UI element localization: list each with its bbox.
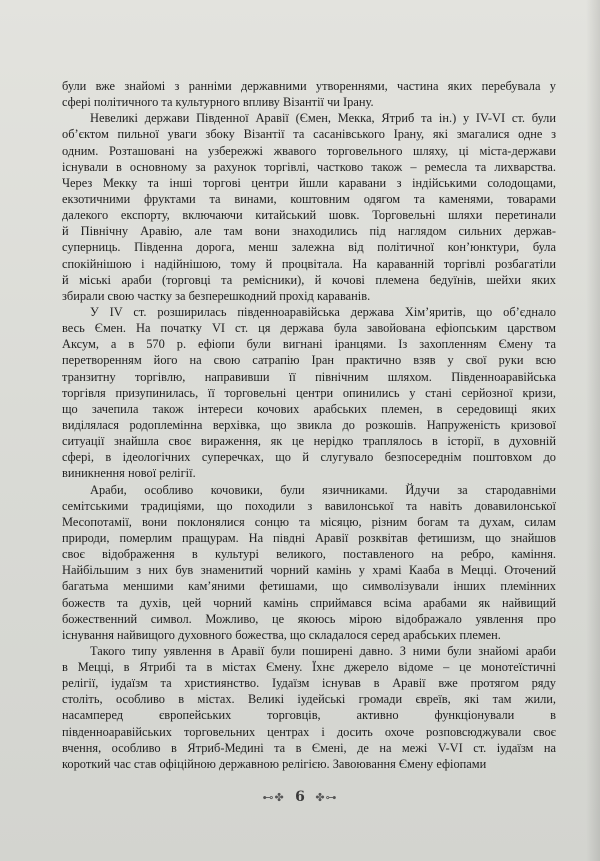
text-line: торгівля призупинилась, її торговельні центри опинились у стані серйозної кризи, (62, 385, 556, 400)
text-line: Такого типу уявлення в Аравії були поширені давно. З ними були знайомі араби (90, 643, 556, 658)
text-line: екзотичними фруктами та винами, коштовним одягом та каменями, товарами (62, 191, 556, 206)
text-line: одним. Розташовані на узбережжі жвавого торговельного шляху, ці міста-держави (62, 143, 556, 158)
text-line: своє відображення в культурі великого, поставленого на ребро, каміння. (62, 547, 556, 562)
text-line: релігії, іудаїзм та християнство. Іудаїзм існував в Аравії вже протягом ряду (62, 676, 556, 691)
text-line: далекого експорту, включаючи китайський шовк. Торговельні шляхи перетинали (62, 208, 556, 223)
text-line: транзитну торгівлю, направивши її північним шляхом. Південноаравійська (62, 369, 556, 384)
text-line: існували в основному за рахунок торгівлі, частково також – ремесла та лихварства. (62, 159, 556, 174)
text-line: Араби, особливо кочовики, були язичниками. Йдучи за стародавніми (90, 482, 556, 497)
text-line: ситуації знайшла своє вираження, як це нерідко траплялось в історії, в духовній (62, 434, 556, 449)
text-line: виділялася родоплемінна верхівка, що звикла до розкошів. Напруженість кризової (62, 417, 556, 432)
paragraph (62, 304, 556, 482)
text-line: й міські араби (торговці та ремісники), й кочові племена бедуїнів, шейхи яких (62, 272, 556, 287)
text-line: суперниць. Південна дорога, менш залежна від політичної кон’юнктури, була (62, 240, 556, 255)
text-line: збирали свою частку за безперешкодний прохід караванів. (62, 288, 371, 303)
text-line: століть, особливо в містах. Великі іудейські громади євреїв, які там жили, (62, 692, 556, 707)
text-line: існування найвищого духовного божества, що складалося серед арабських племен. (62, 627, 501, 642)
paragraph (62, 78, 556, 110)
page-footer (0, 789, 600, 811)
text-line: Месопотамії, вони поклонялися сонцю та місяцю, різним богам та духам, силам (62, 514, 556, 529)
text-line: перетворенням його на свою сатрапію Іран практично взяв у свої руки всю (62, 353, 556, 368)
text-line: божеств та духів, цей чорний камінь сприймався всіма арабами як найвищий (62, 595, 556, 610)
text-line: багатьма меншими кам’яними фетишами, що символізували інших племінних (62, 579, 556, 594)
paragraph (62, 643, 556, 772)
text-line: вчення, особливо в Ятриб-Медині та в Ємені, де на межі V-VI ст. іудаїзм на (62, 740, 556, 755)
text-line: що зачепила також інтереси кочових арабських племен, в середовищі яких (62, 401, 556, 416)
text-line: південноаравійських торговельних центрах і досить охоче розповсюджували своє (62, 724, 556, 739)
paragraph (62, 110, 556, 304)
text-line: й Північну Аравію, але там вони знаходились під наглядом сильних держав- (62, 224, 556, 239)
text-line: в Мецці, в Ятрибі та в містах Ємену. Їхнє джерело відоме – це монотеїстичні (62, 660, 556, 675)
text-line: Невеликі держави Південної Аравії (Ємен, Мекка, Ятриб та ін.) у IV-VI ст. були (90, 111, 556, 126)
text-line: Через Мекку та інші торгові центри йшли каравани з індійськими солодощами, (62, 175, 556, 190)
footer-ornament-right: ✤⊶ (315, 791, 338, 804)
text-line: У IV ст. розширилась південноаравійська держава Хім’яритів, що об’єднало (90, 304, 556, 319)
footer-ornament-left: ⊷✤ (262, 791, 285, 804)
text-line: насамперед європейських торговців, активно функціонували в (62, 708, 556, 723)
text-line: Аксум, а в 570 р. ефіопи були вигнані іранцями. Із захопленням Ємену та (62, 337, 556, 352)
text-line: сфері, в ідеологічних суперечках, що й слугувало безпосереднім поштовхом до (62, 450, 556, 465)
text-line: об’єктом пильної уваги збоку Візантії та сасанівського Ірану, які змагалися одне з (62, 127, 556, 142)
text-line: спокійнішою і надійнішою, тому й процвітала. На караванній торгівлі розбагатіли (62, 256, 556, 271)
text-line: божественний символ. Можливо, це якоюсь мірою відображало уявлення про (62, 611, 556, 626)
text-line: Найбільшим з них був знаменитий чорний камінь у храмі Кааба в Мецці. Оточений (62, 563, 556, 578)
page-number: 6 (295, 789, 305, 805)
text-line: сфері політичного та культурного впливу Візантії чи Ірану. (62, 95, 374, 110)
text-line: природи, померлим пращурам. На півдні Аравії розквітав фетишизм, що знайшов (62, 530, 556, 545)
paragraph (62, 482, 556, 643)
text-line: весь Ємен. На початку VI ст. ця держава була завойована ефіопським царством (62, 321, 556, 336)
page-edge-shadow (586, 0, 600, 861)
text-line: виникнення нової релігії. (62, 466, 196, 481)
text-line: семітськими традиціями, що походили з вавилонської та навіть довавилонської (62, 498, 556, 513)
text-line: короткий час став офіційною державною релігією. Завоювання Ємену ефіопами (62, 756, 487, 771)
text-line: були вже знайомі з ранніми державними утвореннями, частина яких перебувала у (62, 79, 556, 93)
body-text (62, 78, 556, 772)
